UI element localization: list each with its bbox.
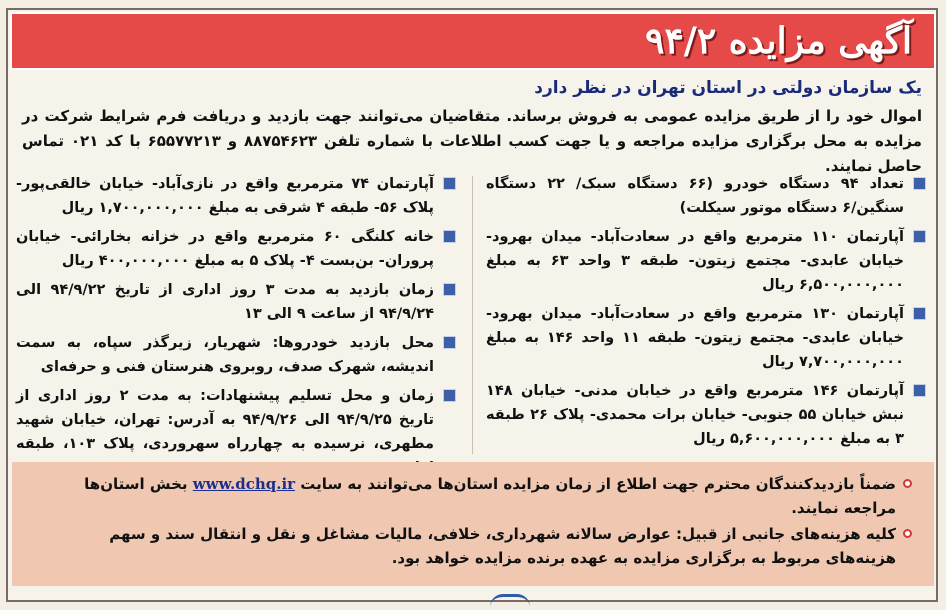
- item-text: تعداد ۹۴ دستگاه خودرو (۶۶ دستگاه سبک/ ۲۲ دستگاه سنگین/۶ دستگاه موتور سیکلت): [486, 176, 904, 216]
- list-item: [16, 331, 456, 379]
- circle-bullet-icon: [903, 479, 912, 488]
- subtitle: یک سازمان دولتی در استان تهران در نظر دارد: [534, 78, 922, 98]
- column-divider: [472, 176, 473, 454]
- item-text: آپارتمان ۱۴۶ مترمربع واقع در خیابان مدنی- خیابان ۱۴۸ نبش خیابان ۵۵ جنوبی- خیابان برات محمدی- پلاک ۲۶ طبقه ۳ به مبلغ ۵,۶۰۰,۰۰۰,۰۰۰ ریال: [486, 383, 904, 447]
- intro-paragraph: اموال خود را از طریق مزایده عمومی به فروش برساند. متقاضیان می‌توانند جهت بازدید و دریافت فرم شرایط شرکت در مزایده به محل برگزاری مزایده مراجعه و یا جهت کسب اطلاعات با شماره تلفن ۸۸۷۵۴۶۲۳ و ۶۵۵۷۷۲۱۳ با کد ۰۲۱ تماس حاصل نمایند.: [22, 107, 922, 175]
- circle-bullet-icon: [903, 529, 912, 538]
- item-text: آپارتمان ۷۴ مترمربع واقع در نازی‌آباد- خیابان خالقی‌پور- پلاک ۵۶- طبقه ۴ شرقی به مبلغ ۱,۷۰۰,۰۰۰,۰۰۰ ریال: [16, 176, 434, 216]
- item-text: محل بازدید خودروها: شهریار، زیرگذر سپاه، به سمت اندیشه، شهرک صدف، روبروی هنرستان فنی و حرفه‌ای: [16, 335, 434, 375]
- list-item: [486, 379, 926, 451]
- items-left-column: [16, 172, 456, 485]
- list-item: [486, 302, 926, 374]
- notes-box: [12, 462, 934, 586]
- title-bar: [10, 12, 936, 70]
- note-item: [34, 522, 912, 570]
- square-bullet-icon: [443, 230, 456, 243]
- list-item: [486, 172, 926, 220]
- bottom-logo-mark: [490, 594, 530, 607]
- square-bullet-icon: [443, 389, 456, 402]
- square-bullet-icon: [443, 283, 456, 296]
- item-text: آپارتمان ۱۱۰ مترمربع واقع در سعادت‌آباد- میدان بهرود- خیابان عابدی- مجتمع زیتون- طبقه ۳ واحد ۶۳ به مبلغ ۶,۵۰۰,۰۰۰,۰۰۰ ریال: [486, 229, 904, 293]
- page-title: آگهی مزایده ۹۴/۲: [645, 20, 912, 62]
- list-item: [16, 278, 456, 326]
- square-bullet-icon: [913, 230, 926, 243]
- item-text: زمان بازدید به مدت ۳ روز اداری از تاریخ ۹۴/۹/۲۲ الی ۹۴/۹/۲۴ از ساعت ۹ الی ۱۳: [16, 282, 435, 322]
- note1-text-after: بخش استان‌ها مراجعه نمایند.: [84, 475, 896, 517]
- website-link[interactable]: www.dchq.ir: [192, 475, 296, 493]
- note2-text: کلیه هزینه‌های جانبی از قبیل: عوارض سالانه شهرداری، خلافی، مالیات مشاغل و نقل و انتقال سند و سهم هزینه‌های مربوط به برگزاری مزایده به عهده برنده مزایده خواهد بود.: [109, 525, 896, 567]
- items-right-column: [486, 172, 926, 456]
- square-bullet-icon: [443, 177, 456, 190]
- list-item: [16, 172, 456, 220]
- note1-text-before: ضمناً بازدیدکنندگان محترم جهت اطلاع از زمان مزایده استان‌ها می‌توانند به سایت: [300, 475, 896, 493]
- square-bullet-icon: [913, 307, 926, 320]
- item-text: خانه کلنگی ۶۰ مترمربع واقع در خزانه بخارائی- خیابان پروران- بن‌بست ۴- پلاک ۵ به مبلغ ۴۰۰,۰۰۰,۰۰۰ ریال: [16, 229, 434, 269]
- square-bullet-icon: [913, 177, 926, 190]
- list-item: [16, 225, 456, 273]
- square-bullet-icon: [913, 384, 926, 397]
- item-text: آپارتمان ۱۳۰ مترمربع واقع در سعادت‌آباد- میدان بهرود- خیابان عابدی- مجتمع زیتون- طبقه ۱۱ واحد ۱۴۶ به مبلغ ۷,۷۰۰,۰۰۰,۰۰۰ ریال: [486, 306, 905, 370]
- item-text: زمان و محل تسلیم پیشنهادات: به مدت ۲ روز اداری از تاریخ ۹۴/۹/۲۵ الی ۹۴/۹/۲۶ به آدرس: تهران، خیابان شهید مطهری، نرسیده به چهارراه سهروردی، پلاک ۱۰۳، طبقه: [16, 388, 434, 452]
- note-item: [34, 472, 912, 520]
- square-bullet-icon: [443, 336, 456, 349]
- list-item: [486, 225, 926, 297]
